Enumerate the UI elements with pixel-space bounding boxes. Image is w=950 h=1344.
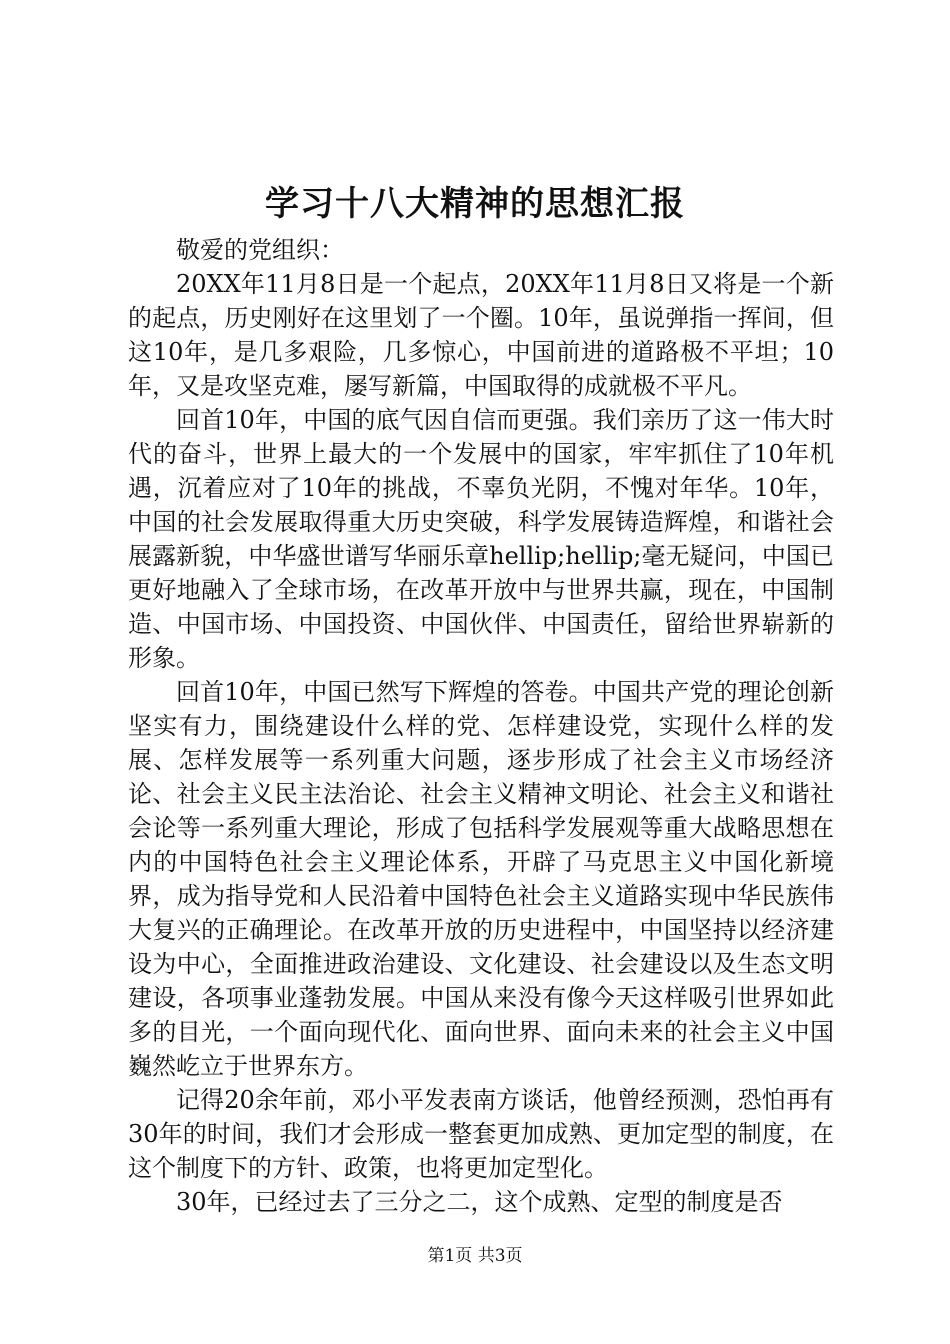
paragraph: 回首10年，中国的底气因自信而更强。我们亲历了这一伟大时代的奋斗，世界上最大的一个发展中的国家，牢牢抓住了10年机遇，沉着应对了10年的挑战，不辜负光阴，不愧对年华。10年，中国的社会发展取得重大历史突破，科学发展铸造辉煌，和谐社会展露新貌，中华盛世谱写华丽乐章hellip;hellip;毫无疑问，中国已更好地融入了全球市场，在改革开放中与世界共赢，现在，中国制造、中国市场、中国投资、中国伙伴、中国责任，留给世界崭新的形象。 xyxy=(128,406,834,672)
paragraph: 20XX年11月8日是一个起点，20XX年11月8日又将是一个新的起点，历史刚好在这里划了一个圈。10年，虽说弹指一挥间，但这10年，是几多艰险，几多惊心，中国前进的道路极不平坦；10年，又是攻坚克难，屡写新篇，中国取得的成就极不平凡。 xyxy=(128,270,834,400)
document-body xyxy=(128,233,834,1219)
page-number-footer: 第1页 共3页 xyxy=(427,1246,523,1266)
paragraph: 回首10年，中国已然写下辉煌的答卷。中国共产党的理论创新坚实有力，围绕建设什么样的党、怎样建设党，实现什么样的发展、怎样发展等一系列重大问题，逐步形成了社会主义市场经济论、社会主义民主法治论、社会主义精神文明论、社会主义和谐社会论等一系列重大理论，形成了包括科学发展观等重大战略思想在内的中国特色社会主义理论体系，开辟了马克思主义中国化新境界，成为指导党和人民沿着中国特色社会主义道路实现中华民族伟大复兴的正确理论。在改革开放的历史进程中，中国坚持以经济建设为中心，全面推进政治建设、文化建设、社会建设以及生态文明建设，各项事业蓬勃发展。中国从来没有像今天这样吸引世界如此多的目光，一个面向现代化、面向世界、面向未来的社会主义中国巍然屹立于世界东方。 xyxy=(128,678,834,1080)
document-title: 学习十八大精神的思想汇报 xyxy=(265,184,685,224)
paragraph: 记得20余年前，邓小平发表南方谈话，他曾经预测，恐怕再有30年的时间，我们才会形成一整套更加成熟、更加定型的制度，在这个制度下的方针、政策，也将更加定型化。 xyxy=(128,1086,834,1182)
paragraph: 30年，已经过去了三分之二，这个成熟、定型的制度是否 xyxy=(176,1188,783,1216)
salutation: 敬爱的党组织： xyxy=(176,236,344,264)
